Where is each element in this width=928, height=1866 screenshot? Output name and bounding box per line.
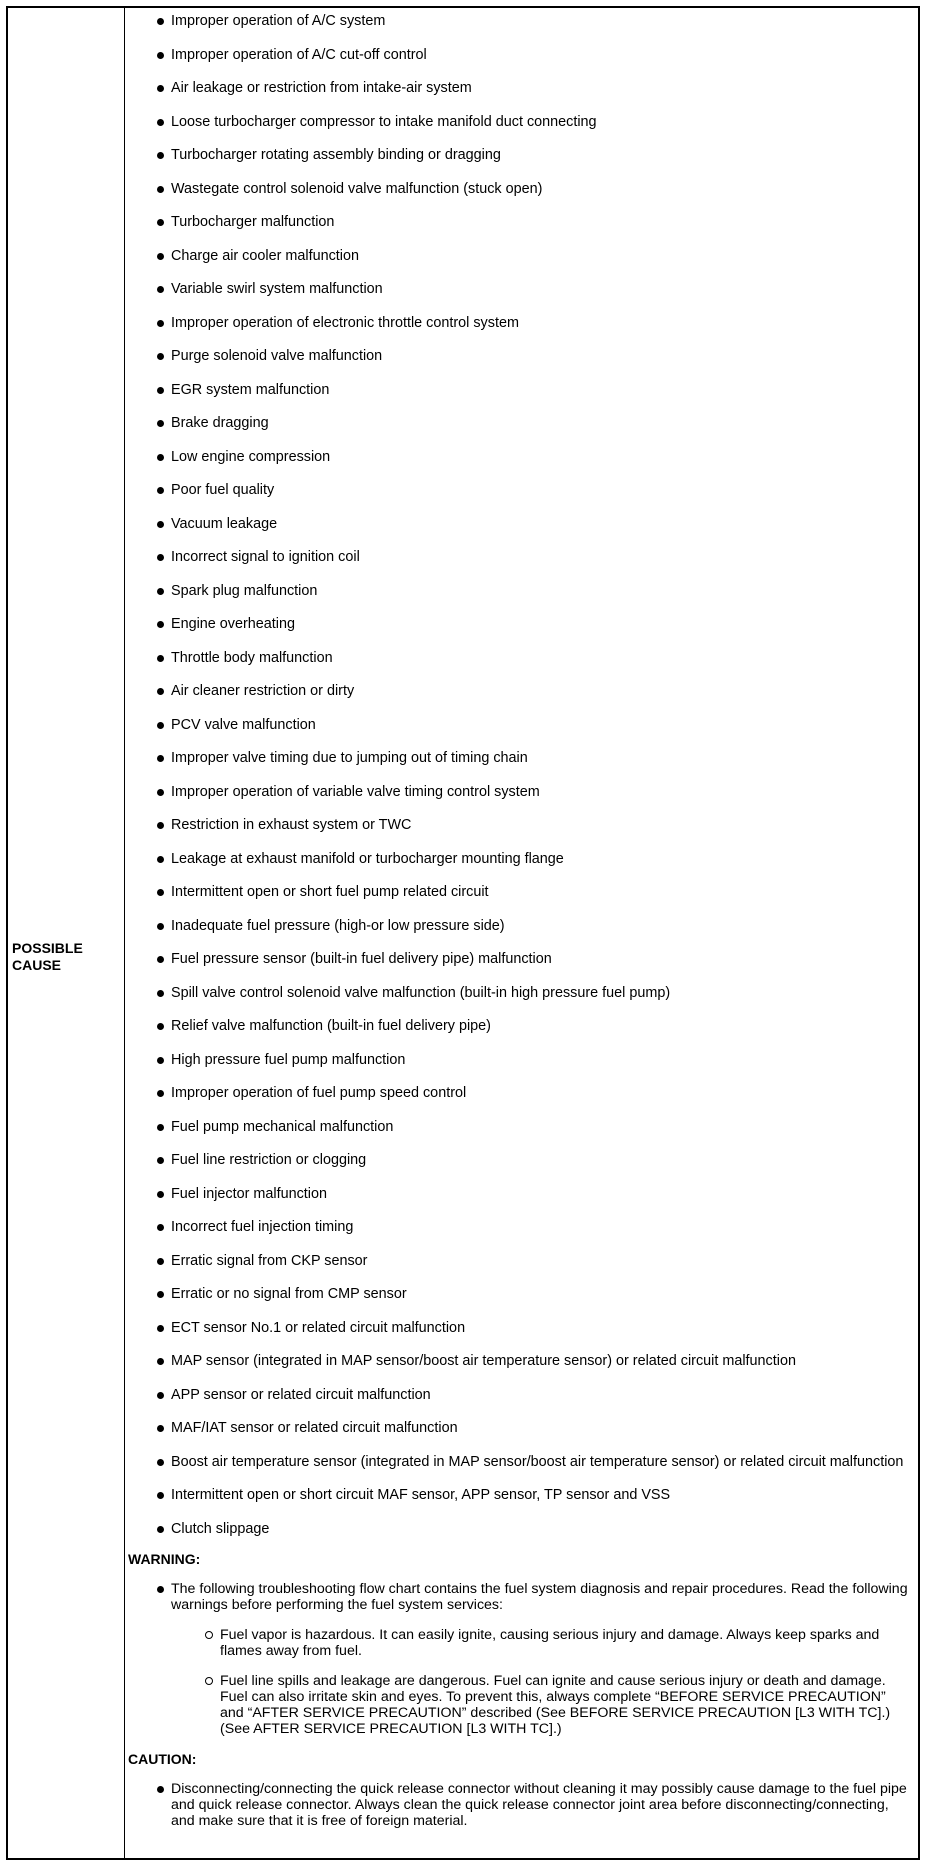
bullet-icon — [157, 1124, 164, 1131]
caution-item — [125, 1781, 918, 1829]
bullet-icon — [157, 1392, 164, 1399]
bullet-icon — [157, 655, 164, 662]
bullet-icon — [157, 1090, 164, 1097]
cause-item — [125, 645, 918, 679]
cause-item — [125, 310, 918, 344]
bullet-icon — [157, 1786, 164, 1793]
cause-item — [125, 812, 918, 846]
bullet-icon — [157, 152, 164, 159]
cause-item — [125, 477, 918, 511]
cause-list — [125, 8, 918, 1549]
bullet-icon — [157, 1586, 164, 1593]
cause-text: Throttle body malfunction — [171, 649, 333, 666]
bullet-icon — [157, 856, 164, 863]
bullet-icon — [157, 889, 164, 896]
cause-item — [125, 913, 918, 947]
warning-sub-text: Fuel vapor is hazardous. It can easily ignite, causing serious injury and damage. Always keep sparks and flames away from fuel. — [220, 1627, 880, 1659]
bullet-icon — [157, 822, 164, 829]
row-label — [12, 940, 118, 974]
bullet-icon — [157, 990, 164, 997]
bullet-icon — [157, 1291, 164, 1298]
cause-item — [125, 1080, 918, 1114]
cause-item — [125, 1047, 918, 1081]
cause-text: Fuel pump mechanical malfunction — [171, 1118, 394, 1135]
cause-item — [125, 1348, 918, 1382]
bullet-icon — [157, 487, 164, 494]
ring-bullet-icon — [205, 1631, 213, 1639]
bullet-icon — [157, 1325, 164, 1332]
caution-heading: CAUTION: — [128, 1751, 197, 1767]
bullet-icon — [157, 186, 164, 193]
cause-item — [125, 377, 918, 411]
cause-text: High pressure fuel pump malfunction — [171, 1051, 406, 1068]
cause-text: Charge air cooler malfunction — [171, 247, 359, 264]
bullet-icon — [157, 1191, 164, 1198]
warning-sub-list — [125, 1627, 918, 1737]
warning-item — [125, 1581, 918, 1613]
bullet-icon — [157, 722, 164, 729]
cause-item — [125, 946, 918, 980]
cause-text: MAP sensor (integrated in MAP sensor/boost air temperature sensor) or related circuit malfunction — [171, 1353, 796, 1369]
cause-text: Fuel injector malfunction — [171, 1185, 327, 1202]
bullet-icon — [157, 755, 164, 762]
cause-item — [125, 410, 918, 444]
cause-item — [125, 544, 918, 578]
cause-item — [125, 511, 918, 545]
possible-cause-table — [6, 6, 920, 1860]
bullet-icon — [157, 588, 164, 595]
bullet-icon — [157, 923, 164, 930]
cause-item — [125, 1214, 918, 1248]
cause-item — [125, 1248, 918, 1282]
cause-item — [125, 846, 918, 880]
cause-item — [125, 444, 918, 478]
cause-text: Low engine compression — [171, 448, 331, 465]
bullet-icon — [157, 119, 164, 126]
cause-text: Intermittent open or short circuit MAF sensor, APP sensor, TP sensor and VSS — [171, 1487, 671, 1503]
bullet-icon — [157, 1157, 164, 1164]
cause-item — [125, 980, 918, 1014]
cause-item — [125, 578, 918, 612]
bullet-icon — [157, 1258, 164, 1265]
cause-text: Engine overheating — [171, 616, 296, 632]
warning-heading: WARNING: — [128, 1551, 201, 1567]
bullet-icon — [157, 18, 164, 25]
bullet-icon — [157, 1492, 164, 1499]
cause-text: Erratic signal from CKP sensor — [171, 1252, 368, 1269]
cause-text: Boost air temperature sensor (integrated in MAP sensor/boost air temperature sensor) or related circuit malfunction — [171, 1453, 904, 1470]
cause-text: Leakage at exhaust manifold or turbocharger mounting flange — [171, 850, 564, 867]
cause-text: Vacuum leakage — [171, 515, 278, 532]
bullet-icon — [157, 1057, 164, 1064]
bullet-icon — [157, 286, 164, 293]
cause-item — [125, 678, 918, 712]
cause-text: Restriction in exhaust system or TWC — [171, 817, 412, 833]
cause-text: Turbocharger malfunction — [171, 214, 335, 230]
cause-item — [125, 42, 918, 76]
cause-item — [125, 243, 918, 277]
cause-text: ECT sensor No.1 or related circuit malfunction — [171, 1319, 466, 1336]
cause-text: Improper valve timing due to jumping out of timing chain — [171, 750, 528, 766]
cause-text: Loose turbocharger compressor to intake manifold duct connecting — [171, 113, 597, 130]
warning-text: The following troubleshooting flow chart contains the fuel system diagnosis and repair procedures. Read the following warnings before performing the fuel system services: — [171, 1581, 908, 1613]
row-label-line-2: CAUSE — [12, 957, 62, 973]
bullet-icon — [157, 219, 164, 226]
row-label-line-1: POSSIBLE — [12, 940, 83, 956]
cause-item — [125, 745, 918, 779]
bullet-icon — [157, 420, 164, 427]
cause-item — [125, 276, 918, 310]
cause-item — [125, 75, 918, 109]
cause-item — [125, 1449, 918, 1483]
cause-text: Relief valve malfunction (built-in fuel delivery pipe) — [171, 1018, 491, 1034]
cause-text: Inadequate fuel pressure (high-or low pressure side) — [171, 917, 505, 934]
cause-text: EGR system malfunction — [171, 381, 330, 398]
cause-item — [125, 142, 918, 176]
bullet-icon — [157, 454, 164, 461]
bullet-icon — [157, 521, 164, 528]
bullet-icon — [157, 52, 164, 59]
bullet-icon — [157, 1224, 164, 1231]
cause-text: APP sensor or related circuit malfunction — [171, 1386, 431, 1403]
cause-text: Spill valve control solenoid valve malfunction (built-in high pressure fuel pump) — [171, 984, 671, 1001]
cause-text: Improper operation of variable valve timing control system — [171, 783, 540, 800]
cause-text: Poor fuel quality — [171, 482, 275, 498]
cause-item — [125, 8, 918, 42]
bullet-icon — [157, 789, 164, 796]
bullet-icon — [157, 253, 164, 260]
cause-item — [125, 343, 918, 377]
cause-item — [125, 1315, 918, 1349]
cause-text: Turbocharger rotating assembly binding or dragging — [171, 147, 501, 163]
cause-text: Air cleaner restriction or dirty — [171, 683, 355, 699]
bullet-icon — [157, 554, 164, 561]
cause-text: Clutch slippage — [171, 1520, 270, 1537]
cause-item — [125, 779, 918, 813]
cause-item — [125, 176, 918, 210]
cause-text: Variable swirl system malfunction — [171, 281, 383, 297]
cause-text: Improper operation of fuel pump speed control — [171, 1085, 467, 1101]
cause-text: Fuel line restriction or clogging — [171, 1152, 367, 1168]
cause-text: Fuel pressure sensor (built-in fuel delivery pipe) malfunction — [171, 951, 552, 967]
warning-sub-item — [125, 1627, 918, 1659]
ring-bullet-icon — [205, 1677, 213, 1685]
bullet-icon — [157, 621, 164, 628]
bullet-icon — [157, 1526, 164, 1533]
caution-text: Disconnecting/connecting the quick release connector without cleaning it may possibly cause damage to the fuel pipe and quick release connector. Always clean the quick release connector joint area before disconnecting/connecting, and make sure that it is free of foreign material. — [171, 1781, 907, 1829]
cause-text: Improper operation of A/C system — [171, 13, 386, 29]
bullet-icon — [157, 320, 164, 327]
cause-item — [125, 1114, 918, 1148]
warning-sub-item — [125, 1673, 918, 1737]
cause-text: Improper operation of A/C cut-off control — [171, 46, 427, 63]
cause-item — [125, 1013, 918, 1047]
cause-text: PCV valve malfunction — [171, 716, 316, 733]
cause-item — [125, 109, 918, 143]
cause-text: Wastegate control solenoid valve malfunction (stuck open) — [171, 180, 543, 197]
cause-text: Purge solenoid valve malfunction — [171, 348, 383, 364]
cause-text: Improper operation of electronic throttle control system — [171, 314, 519, 331]
cause-item — [125, 1382, 918, 1416]
cause-text: Erratic or no signal from CMP sensor — [171, 1286, 407, 1302]
cause-text: MAF/IAT sensor or related circuit malfunction — [171, 1420, 458, 1436]
cause-text: Incorrect fuel injection timing — [171, 1219, 354, 1235]
cause-item — [125, 1281, 918, 1315]
cause-item — [125, 1181, 918, 1215]
bullet-icon — [157, 956, 164, 963]
cause-item — [125, 1415, 918, 1449]
cause-text: Intermittent open or short fuel pump related circuit — [171, 884, 489, 900]
bullet-icon — [157, 387, 164, 394]
cause-content — [125, 8, 918, 1829]
cause-text: Brake dragging — [171, 415, 269, 431]
bullet-icon — [157, 85, 164, 92]
bullet-icon — [157, 1425, 164, 1432]
bullet-icon — [157, 688, 164, 695]
cause-item — [125, 879, 918, 913]
cause-item — [125, 712, 918, 746]
bullet-icon — [157, 1459, 164, 1466]
cause-item — [125, 1482, 918, 1516]
cause-text: Spark plug malfunction — [171, 582, 318, 599]
bullet-icon — [157, 1358, 164, 1365]
warning-sub-text: Fuel line spills and leakage are dangerous. Fuel can ignite and cause serious injury or death and damage. Fuel can also irritate skin and eyes. To prevent this, always complete “BEFORE SERVICE PRECAUTION” and “AFTER SERVICE PRECAUTION” described (See BEFORE SERVICE PRECAUTION [L3 WITH TC].) (See AFTER SERVICE PRECAUTION [L3 WITH TC].) — [220, 1673, 891, 1737]
cause-item — [125, 209, 918, 243]
cause-text: Air leakage or restriction from intake-air system — [171, 80, 472, 96]
cause-item — [125, 611, 918, 645]
cause-item — [125, 1147, 918, 1181]
bullet-icon — [157, 1023, 164, 1030]
cause-text: Incorrect signal to ignition coil — [171, 549, 360, 565]
cause-item — [125, 1516, 918, 1550]
bullet-icon — [157, 353, 164, 360]
